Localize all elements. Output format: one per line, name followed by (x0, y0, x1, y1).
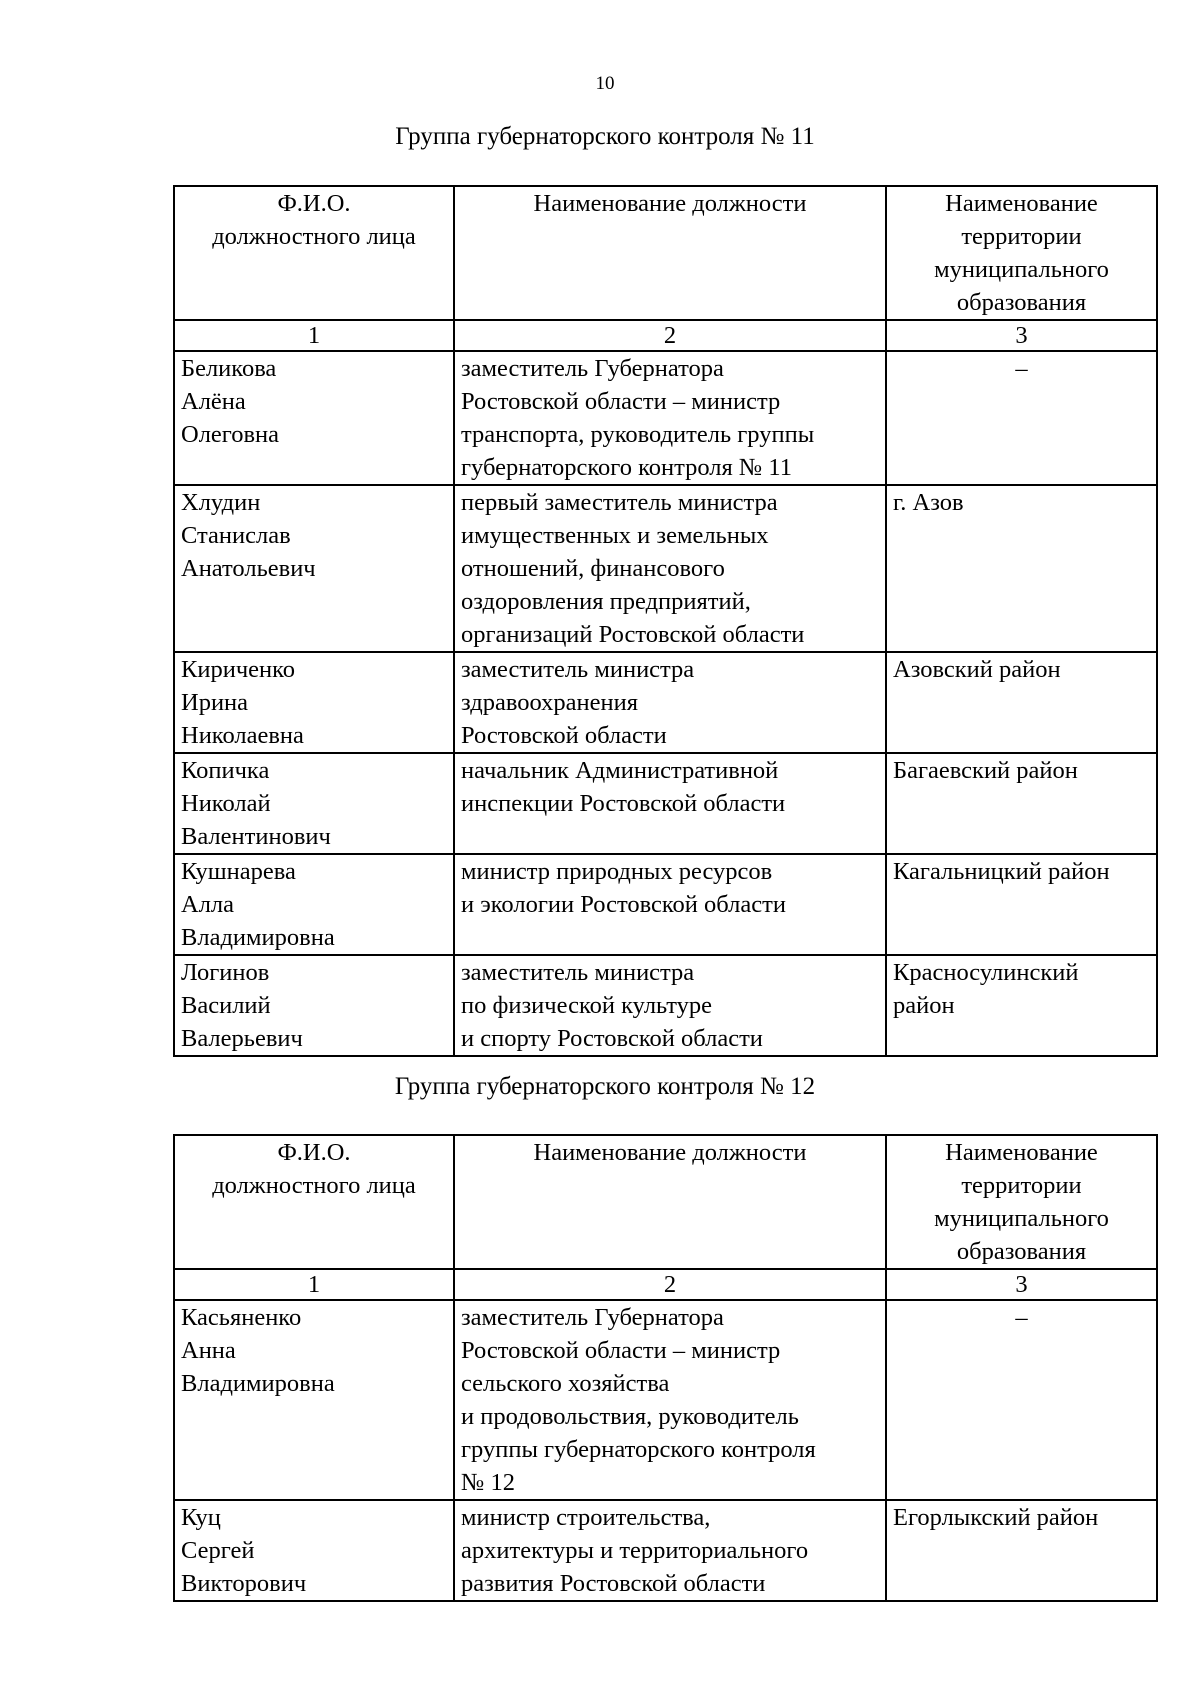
territory: Егорлыкский район (886, 1500, 1157, 1601)
column-number: 3 (886, 1269, 1157, 1300)
header-position: Наименование должности (454, 1135, 886, 1269)
territory: Красносулинский район (886, 955, 1157, 1056)
territory: Кагальницкий район (886, 854, 1157, 955)
table-row (174, 652, 1157, 753)
table-row (174, 351, 1157, 485)
header-territory: Наименование территории муниципального образования (886, 1135, 1157, 1269)
official-position: заместитель Губернатора Ростовской области – министр транспорта, руководитель группы губернаторского контроля № 11 (454, 351, 886, 485)
column-number: 2 (454, 320, 886, 351)
territory: – (886, 351, 1157, 485)
column-number-row (174, 1269, 1157, 1300)
header-name: Ф.И.О. должностного лица (174, 186, 454, 320)
header-territory: Наименование территории муниципального образования (886, 186, 1157, 320)
territory: Азовский район (886, 652, 1157, 753)
official-name: Кириченко Ирина Николаевна (174, 652, 454, 753)
column-number: 1 (174, 1269, 454, 1300)
table-row (174, 1300, 1157, 1500)
group-table (173, 1134, 1158, 1602)
official-name: Хлудин Станислав Анатольевич (174, 485, 454, 652)
table-row (174, 854, 1157, 955)
official-position: заместитель министра по физической культуре и спорту Ростовской области (454, 955, 886, 1056)
territory: – (886, 1300, 1157, 1500)
territory: Багаевский район (886, 753, 1157, 854)
official-name: Копичка Николай Валентинович (174, 753, 454, 854)
official-position: заместитель Губернатора Ростовской области – министр сельского хозяйства и продовольствия, руководитель группы губернаторского контроля № 12 (454, 1300, 886, 1500)
table-row (174, 485, 1157, 652)
table-row (174, 955, 1157, 1056)
official-name: Логинов Василий Валерьевич (174, 955, 454, 1056)
official-name: Беликова Алёна Олеговна (174, 351, 454, 485)
official-position: заместитель министра здравоохранения Ростовской области (454, 652, 886, 753)
official-position: министр строительства, архитектуры и территориального развития Ростовской области (454, 1500, 886, 1601)
column-number: 1 (174, 320, 454, 351)
column-number: 3 (886, 320, 1157, 351)
official-position: первый заместитель министра имущественных и земельных отношений, финансового оздоровления предприятий, организаций Ростовской области (454, 485, 886, 652)
official-name: Куц Сергей Викторович (174, 1500, 454, 1601)
header-name: Ф.И.О. должностного лица (174, 1135, 454, 1269)
group-title: Группа губернаторского контроля № 11 (395, 123, 815, 150)
table-row (174, 1500, 1157, 1601)
table-header-row (174, 186, 1157, 320)
header-position: Наименование должности (454, 186, 886, 320)
group-title: Группа губернаторского контроля № 12 (394, 1073, 816, 1100)
official-name: Касьяненко Анна Владимировна (174, 1300, 454, 1500)
official-position: министр природных ресурсов и экологии Ростовской области (454, 854, 886, 955)
table-row (174, 753, 1157, 854)
column-number: 2 (454, 1269, 886, 1300)
official-name: Кушнарева Алла Владимировна (174, 854, 454, 955)
territory: г. Азов (886, 485, 1157, 652)
group-table (173, 185, 1158, 1057)
column-number-row (174, 320, 1157, 351)
official-position: начальник Административной инспекции Ростовской области (454, 753, 886, 854)
page-number: 10 (595, 73, 615, 94)
table-header-row (174, 1135, 1157, 1269)
